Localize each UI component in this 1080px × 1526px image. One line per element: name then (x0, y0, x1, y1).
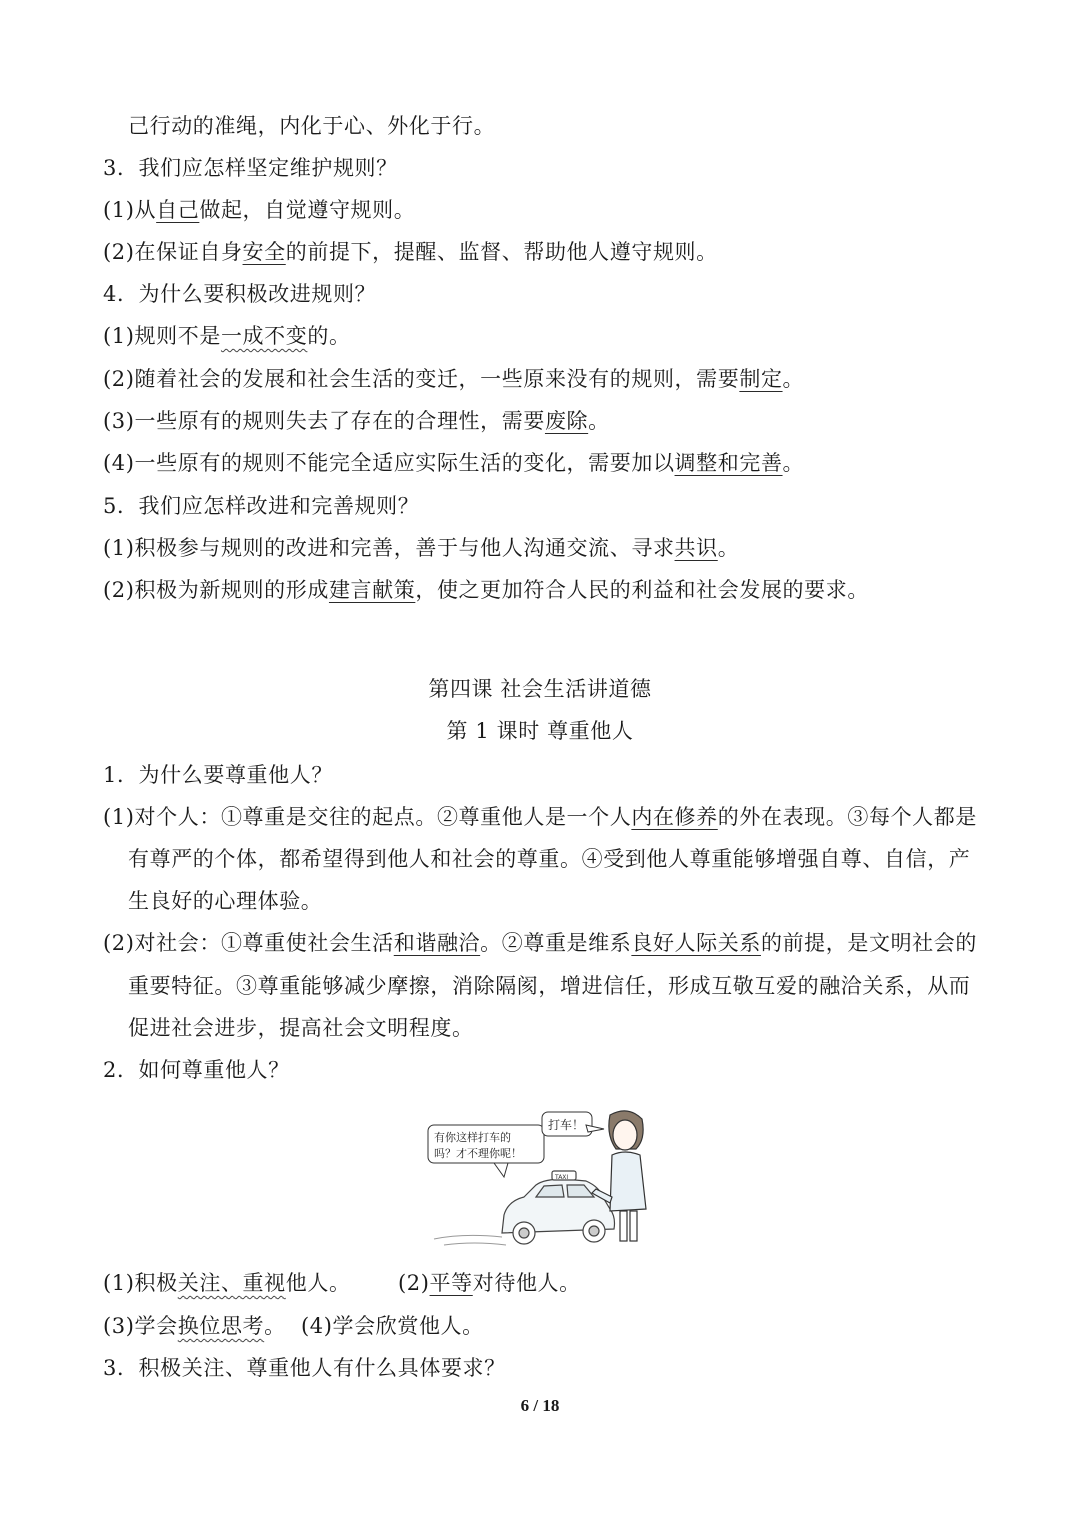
text-line: 己行动的准绳，内化于心、外化于行。 (128, 114, 496, 138)
page-number: 6 / 18 (520, 1396, 560, 1415)
question-heading: 5．我们应怎样改进和完善规则？ (103, 494, 420, 518)
question-heading: 3．积极关注、尊重他人有什么具体要求？ (103, 1356, 506, 1380)
answer-line: (4)学会欣赏他人。 (301, 1314, 484, 1338)
answer-line: (1)从自己做起，自觉遵守规则。 (103, 198, 416, 222)
key-term: 关注、重视 (177, 1271, 286, 1295)
question-heading: 4．为什么要积极改进规则？ (103, 282, 377, 306)
answer-line: (3)一些原有的规则失去了存在的合理性，需要废除。 (103, 409, 610, 433)
lesson-subtitle: 第 1 课时 尊重他人 (446, 719, 634, 743)
motion-lines (434, 1235, 506, 1245)
key-term: 制定 (739, 367, 783, 391)
answer-line: (1)积极参与规则的改进和完善，善于与他人沟通交流、寻求共识。 (103, 536, 740, 560)
answer-line: (2)对社会：①尊重使社会生活和谐融洽。②尊重是维系良好人际关系的前提，是文明社会的 (103, 931, 977, 955)
question-heading: 3．我们应怎样坚定维护规则？ (103, 156, 398, 180)
key-term: 一成不变 (220, 324, 308, 348)
answer-line: (2)随着社会的发展和社会生活的变迁，一些原来没有的规则，需要制定。 (103, 367, 805, 391)
answer-line: 促进社会进步，提高社会文明程度。 (128, 1016, 474, 1040)
answer-line: (1)积极关注、重视他人。 (103, 1271, 351, 1295)
key-term: 良好人际关系 (631, 931, 761, 955)
answer-line: (1)对个人：①尊重是交往的起点。②尊重他人是一个人内在修养的外在表现。③每个人都是 (103, 805, 977, 829)
answer-line: (3)学会换位思考。 (103, 1314, 286, 1338)
answer-line: (4)一些原有的规则不能完全适应实际生活的变化，需要加以调整和完善。 (103, 451, 805, 475)
key-term: 内在修养 (631, 805, 718, 829)
bubble-driver-line1: 有你这样打车的 (434, 1131, 511, 1144)
taxi-car (502, 1171, 615, 1244)
answer-line: (2)积极为新规则的形成建言献策，使之更加符合人民的利益和社会发展的要求。 (103, 578, 869, 602)
key-term: 共识 (674, 536, 718, 560)
taxi-sign-text: TAXI (555, 1174, 569, 1181)
answer-line: (2)平等对待他人。 (398, 1271, 581, 1295)
question-heading: 1．为什么要尊重他人？ (103, 763, 333, 787)
answer-line: (1)规则不是一成不变的。 (103, 324, 351, 348)
bubble-woman-text: 打车！ (548, 1118, 585, 1132)
taxi-cartoon-illustration (424, 1105, 674, 1255)
answer-line: 有尊严的个体，都希望得到他人和社会的尊重。④受到他人尊重能够增强自尊、自信，产 (128, 847, 971, 871)
question-heading: 2．如何尊重他人？ (103, 1058, 290, 1082)
key-term: 换位思考 (177, 1314, 265, 1338)
key-term: 建言献策 (328, 578, 416, 602)
answer-line: (2)在保证自身安全的前提下，提醒、监督、帮助他人遵守规则。 (103, 240, 718, 264)
key-term: 平等 (429, 1271, 473, 1295)
key-term: 调整和完善 (674, 451, 783, 475)
answer-line: 生良好的心理体验。 (128, 889, 323, 913)
key-term: 和谐融洽 (393, 931, 481, 955)
key-term: 自己 (156, 198, 200, 222)
bubble-driver-line2: 吗？才不理你呢！ (434, 1147, 522, 1160)
key-term: 废除 (544, 409, 589, 433)
lesson-title: 第四课 社会生活讲道德 (428, 677, 652, 701)
answer-line: 重要特征。③尊重能够减少摩擦，消除隔阂，增进信任，形成互敬互爱的融洽关系，从而 (128, 974, 971, 998)
key-term: 安全 (242, 240, 286, 264)
